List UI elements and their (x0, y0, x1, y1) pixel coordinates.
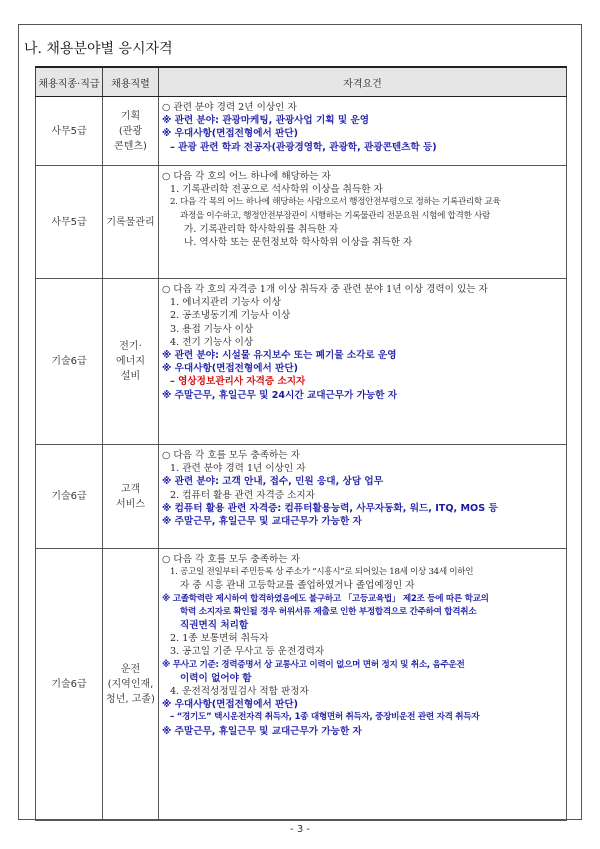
requirement-line: 직권면직 처리함 (180, 620, 249, 632)
requirement-line: ※ 주말근무, 휴일근무 및 교대근무가 가능한 자 (162, 725, 362, 737)
section-title: 나. 채용분야별 응시자격 (24, 41, 173, 57)
field-cell (103, 97, 159, 166)
requirement-line: ※ 주말근무, 휴일근무 및 24시간 교대근무가 가능한 자 (162, 389, 398, 401)
requirements-cell (159, 549, 567, 821)
requirement-line: ○ 관련 분야 경력 2년 이상인 자 (162, 102, 297, 113)
requirement-line: ※ 무사고 기준: 경력증명서 상 교통사고 이력이 없으며 면허 정지 및 취소, 음주운전 (162, 659, 465, 670)
field-label-line: 고객 (120, 483, 141, 495)
grade-cell: 사무5급 (36, 97, 103, 166)
requirement-line: 2. 다음 각 목의 어느 하나에 해당하는 사람으로서 행정안전부령으로 정하는 기록관리학 교육 (170, 197, 501, 208)
requirement-line: 과정을 이수하고, 행정안전부장관이 시행하는 기록물관리 전문요원 시험에 합격한 사람 (180, 210, 490, 221)
table-row (36, 279, 567, 445)
qualification-table (35, 66, 567, 821)
field-label-line: 운전 (120, 664, 141, 675)
field-label-line: 서비스 (116, 498, 145, 510)
field-label-line: 설비 (120, 371, 141, 382)
requirement-line: 나. 역사학 또는 문헌정보학 학사학위 이상을 취득한 자 (184, 237, 413, 249)
grade-cell: 기술6급 (36, 279, 103, 445)
field-cell (103, 279, 159, 445)
requirement-line: – 관광 관련 학과 전공자(관광경영학, 관광학, 관광콘텐츠학 등) (170, 141, 437, 153)
header-requirements: 자격요건 (159, 67, 567, 97)
requirement-line: 1. 공고일 전일부터 주민등록 상 주소가 “시흥시”로 되어있는 18세 이상 34세 이하인 (170, 567, 474, 578)
requirements-cell (159, 166, 567, 279)
field-label-line: 에너지 (116, 356, 145, 367)
field-cell (103, 549, 159, 821)
requirement-line: ※ 관련 분야: 고객 안내, 접수, 민원 응대, 상담 업무 (162, 476, 383, 488)
table-row (36, 166, 567, 279)
field-label-line: (지역인재, (107, 679, 154, 690)
requirement-line: 4. 전기 기능사 이상 (170, 336, 254, 348)
field-label-line: 기획 (120, 110, 141, 122)
requirement-line: – 영상정보관리사 자격증 소지자 (170, 376, 306, 388)
requirements-cell (159, 97, 567, 166)
requirement-line: ※ 관련 분야: 시설물 유지보수 또는 폐기물 소각로 운영 (162, 350, 397, 362)
table-row (36, 445, 567, 549)
requirement-line: 2. 공조냉동기계 기능사 이상 (170, 310, 291, 322)
requirement-line: ○ 다음 각 호의 어느 하나에 해당하는 자 (162, 171, 331, 182)
field-cell (103, 166, 159, 279)
requirements-cell (159, 279, 567, 445)
field-label-line: 콘텐츠) (114, 140, 147, 152)
requirement-line: 2. 컴퓨터 활용 관련 자격증 소지자 (170, 489, 315, 501)
requirement-line: 자 중 시흥 관내 고등학교를 졸업하였거나 졸업예정인 자 (180, 580, 415, 592)
requirement-line: 4. 운전적성정밀검사 적합 판정자 (170, 686, 309, 698)
field-label-line: 기록물관리 (106, 216, 155, 228)
requirement-line: 1. 관련 분야 경력 1년 이상인 자 (170, 463, 306, 475)
requirement-line: ※ 고졸학력란 제시하여 합격하였음에도 불구하고 「고등교육법」 제2조 등에 따른 학교의 (162, 593, 489, 604)
field-label-line: (관광 (118, 125, 143, 137)
table-header-row (36, 67, 567, 97)
table-row (36, 549, 567, 821)
requirement-line: 3. 공고일 기준 무사고 등 운전경력자 (170, 646, 325, 658)
requirement-line: ※ 주말근무, 휴일근무 및 교대근무가 가능한 자 (162, 516, 362, 528)
requirement-line: 이력이 없어야 함 (180, 672, 252, 684)
requirement-line: 3. 용접 기능사 이상 (170, 323, 254, 335)
header-field: 채용직렬 (103, 67, 159, 97)
field-cell (103, 445, 159, 549)
table-row (36, 97, 567, 166)
requirement-line: 가. 기록관리학 학사학위를 취득한 자 (184, 223, 339, 235)
requirement-line: – “경기도” 택시운전자격 취득자, 1종 대형면허 취득자, 중장비운전 관련 자격 취득자 (170, 712, 480, 723)
requirement-line: 학력 소지자로 확인될 경우 허위서류 제출로 인한 부정합격으로 간주하여 합격취소 (180, 606, 477, 617)
requirement-line: ○ 다음 각 호를 모두 충족하는 자 (162, 450, 300, 461)
grade-cell: 기술6급 (36, 549, 103, 821)
requirement-line: ○ 다음 각 호의 자격증 1개 이상 취득자 중 관련 분야 1년 이상 경력이 있는 자 (162, 284, 488, 295)
requirement-line: ※ 우대사항(면접전형에서 판단) (162, 128, 298, 140)
grade-cell: 사무5급 (36, 166, 103, 279)
requirement-line: ※ 관련 분야: 관광마케팅, 관광사업 기획 및 운영 (162, 115, 370, 127)
requirement-line: 1. 에너지관리 기능사 이상 (170, 297, 281, 309)
requirement-line: ※ 우대사항(면접전형에서 판단) (162, 363, 298, 375)
requirement-line: ○ 다음 각 호를 모두 충족하는 자 (162, 554, 300, 565)
header-grade: 채용직종·직급 (36, 67, 103, 97)
requirement-line: 1. 기록관리학 전공으로 석사학위 이상을 취득한 자 (170, 184, 383, 196)
field-label-line: 청년, 고졸) (106, 694, 155, 705)
page-number: - 3 - (290, 824, 310, 835)
grade-cell: 기술6급 (36, 445, 103, 549)
requirement-line: ※ 컴퓨터 활용 관련 자격증: 컴퓨터활용능력, 사무자동화, 워드, ITQ, MOS 등 (162, 502, 498, 514)
requirements-cell (159, 445, 567, 549)
field-label-line: 전기· (119, 341, 142, 352)
requirement-line: 2. 1종 보통면허 취득자 (170, 633, 269, 645)
requirement-line: ※ 우대사항(면접전형에서 판단) (162, 699, 298, 711)
